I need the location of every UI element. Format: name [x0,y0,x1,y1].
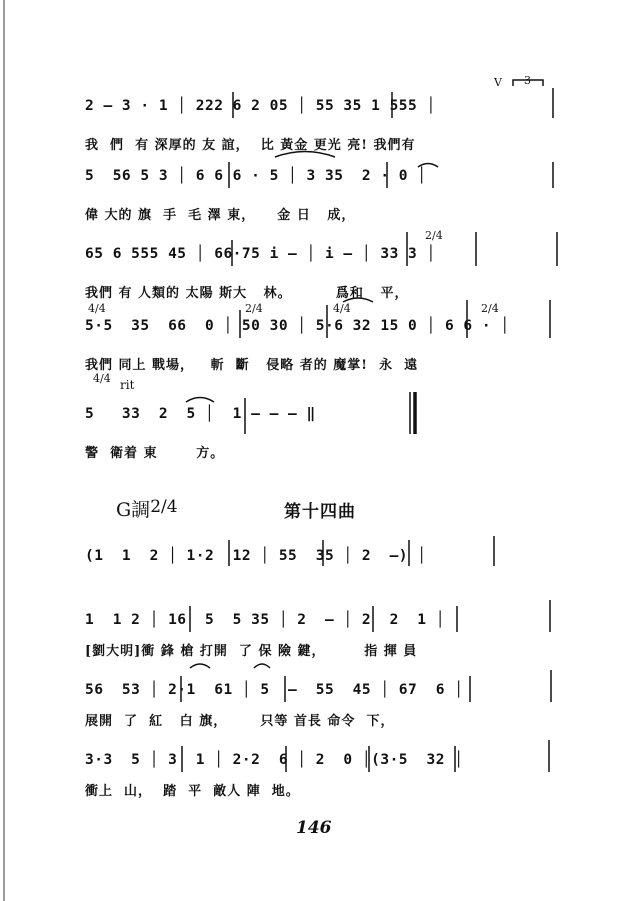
notes-line: 5 33 2 5 │ 1 — — — ‖ [85,406,316,422]
lyrics-line: 展開 了 紅 白 旗， 只等 首長 命令 下， [85,714,395,729]
page-edge-rule [3,0,5,901]
slur [254,664,270,668]
breath-mark: V [494,76,502,89]
notes-line: 5·5 35 66 0 │ 50 30 │ 5·6 32 15 0 │ 6 6 · │ [85,318,510,334]
time-signature-mark: 4/4 [88,302,106,315]
slur [186,398,214,403]
slur [190,664,210,668]
notes-line: 56 53 │ 2·1 61 │ 5 — 55 45 │ 67 6 │ [85,682,464,698]
notes-line: 1 1 2 │ 16 5 5 35 │ 2 — │ 2 2 1 │ [85,612,445,628]
slur [418,164,438,168]
notes-line: 65 6 555 45 │ 66·75 i — │ i — │ 33 3 │ [85,246,436,262]
lyrics-line: [劉大明]衝 鋒 槍 打開 了 保 險 鍵， 指 揮 員 [85,644,418,659]
lyrics-line: 我 們 有 深厚的 友 誼， 比 黃金 更光 亮! 我們有 [85,138,416,153]
time-signature-mark: 2/4 [245,302,263,315]
lyrics-line: 我們 有 人類的 太陽 斯大 林。 爲和 平， [85,286,409,301]
notes-line: 3·3 5 │ 3 1 │ 2·2 6 │ 2 0 │(3·5 32 │ [85,752,464,768]
triplet-mark: 3 [524,74,531,87]
notes-line: 2 — 3 · 1 │ 222 6 2 05 │ 55 35 1 555 │ [85,98,436,114]
key-label: G調 [116,499,151,521]
tempo-mark: rit [120,378,135,392]
lyrics-line: 衝上 山， 踏 平 敵人 陣 地。 [85,784,300,799]
notes-line: 5 56 5 3 │ 6 6 6 · 5 │ 3 35 2 · 0 │ [85,168,427,184]
time-signature: 2/4 [150,497,178,517]
lyrics-line: 警 衛着 東 方。 [85,446,225,461]
song-key-signature [116,495,178,522]
song-title: 第十四曲 [284,502,356,522]
lyrics-line: 偉 大的 旗 手 毛 澤 東， 金 日 成， [85,208,356,223]
page-number: 146 [296,818,332,838]
notes-line: (1 1 2 │ 1·2 12 │ 55 35 │ 2 —) │ [85,548,427,564]
lyrics-line: 我們 同上 戰場， 斬 斷 侵略 者的 魔掌! 永 遠 [85,358,419,373]
time-signature-mark: 2/4 [425,229,443,242]
time-signature-mark: 2/4 [481,302,499,315]
time-signature-mark: 4/4 [93,372,111,385]
time-signature-mark: 4/4 [333,302,351,315]
